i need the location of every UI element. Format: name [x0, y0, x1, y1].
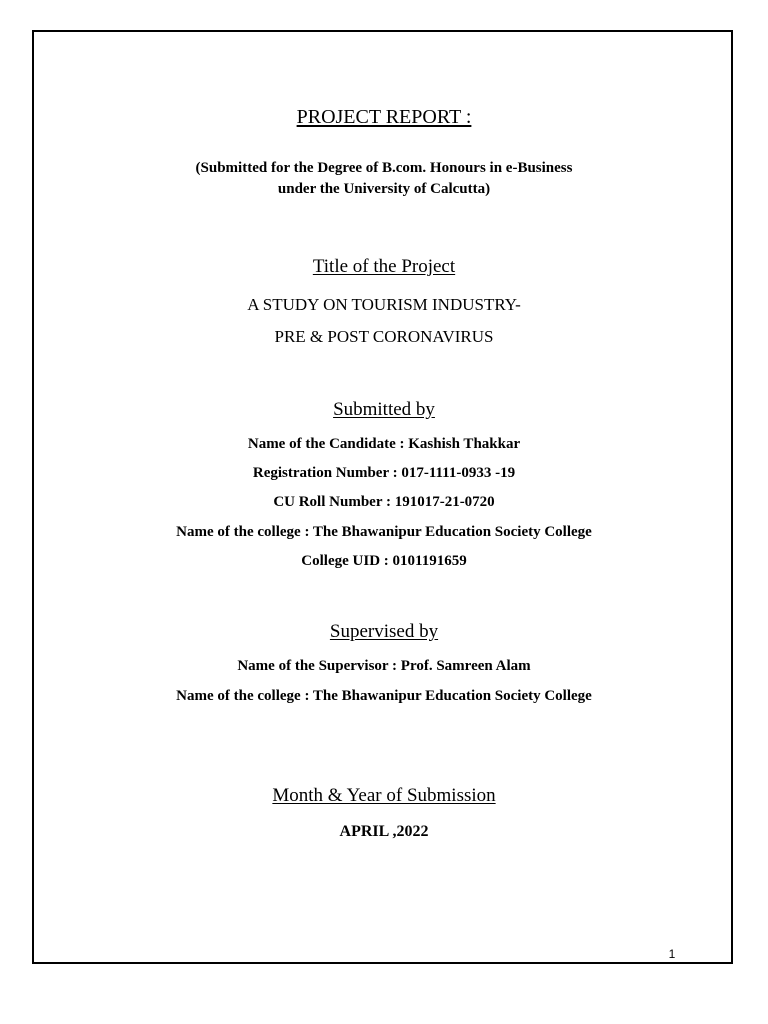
report-subtitle-line1: (Submitted for the Degree of B.com. Honours in e-Business [195, 160, 573, 176]
page-number: 1 [668, 947, 676, 961]
supervised-by-heading: Supervised by [329, 621, 439, 642]
project-title-heading: Title of the Project [312, 256, 456, 277]
report-heading: PROJECT REPORT : [296, 106, 472, 128]
submission-date: APRIL ,2022 [339, 823, 429, 840]
project-title-line1: A STUDY ON TOURISM INDUSTRY- [247, 295, 521, 314]
report-subtitle-line2: under the University of Calcutta) [277, 181, 491, 197]
supervisor-college: Name of the college : The Bhawanipur Education Society College [176, 688, 592, 704]
registration-number: Registration Number : 017-1111-0933 -19 [252, 465, 516, 481]
candidate-name: Name of the Candidate : Kashish Thakkar [247, 436, 521, 452]
college-uid: College UID : 0101191659 [301, 553, 467, 569]
cu-roll-number: CU Roll Number : 191017-21-0720 [273, 494, 495, 510]
submission-heading: Month & Year of Submission [272, 785, 496, 806]
submitted-by-heading: Submitted by [333, 399, 435, 420]
project-title-line2: PRE & POST CORONAVIRUS [274, 327, 494, 346]
supervisor-name: Name of the Supervisor : Prof. Samreen Alam [237, 658, 531, 674]
candidate-college: Name of the college : The Bhawanipur Education Society College [176, 524, 592, 540]
